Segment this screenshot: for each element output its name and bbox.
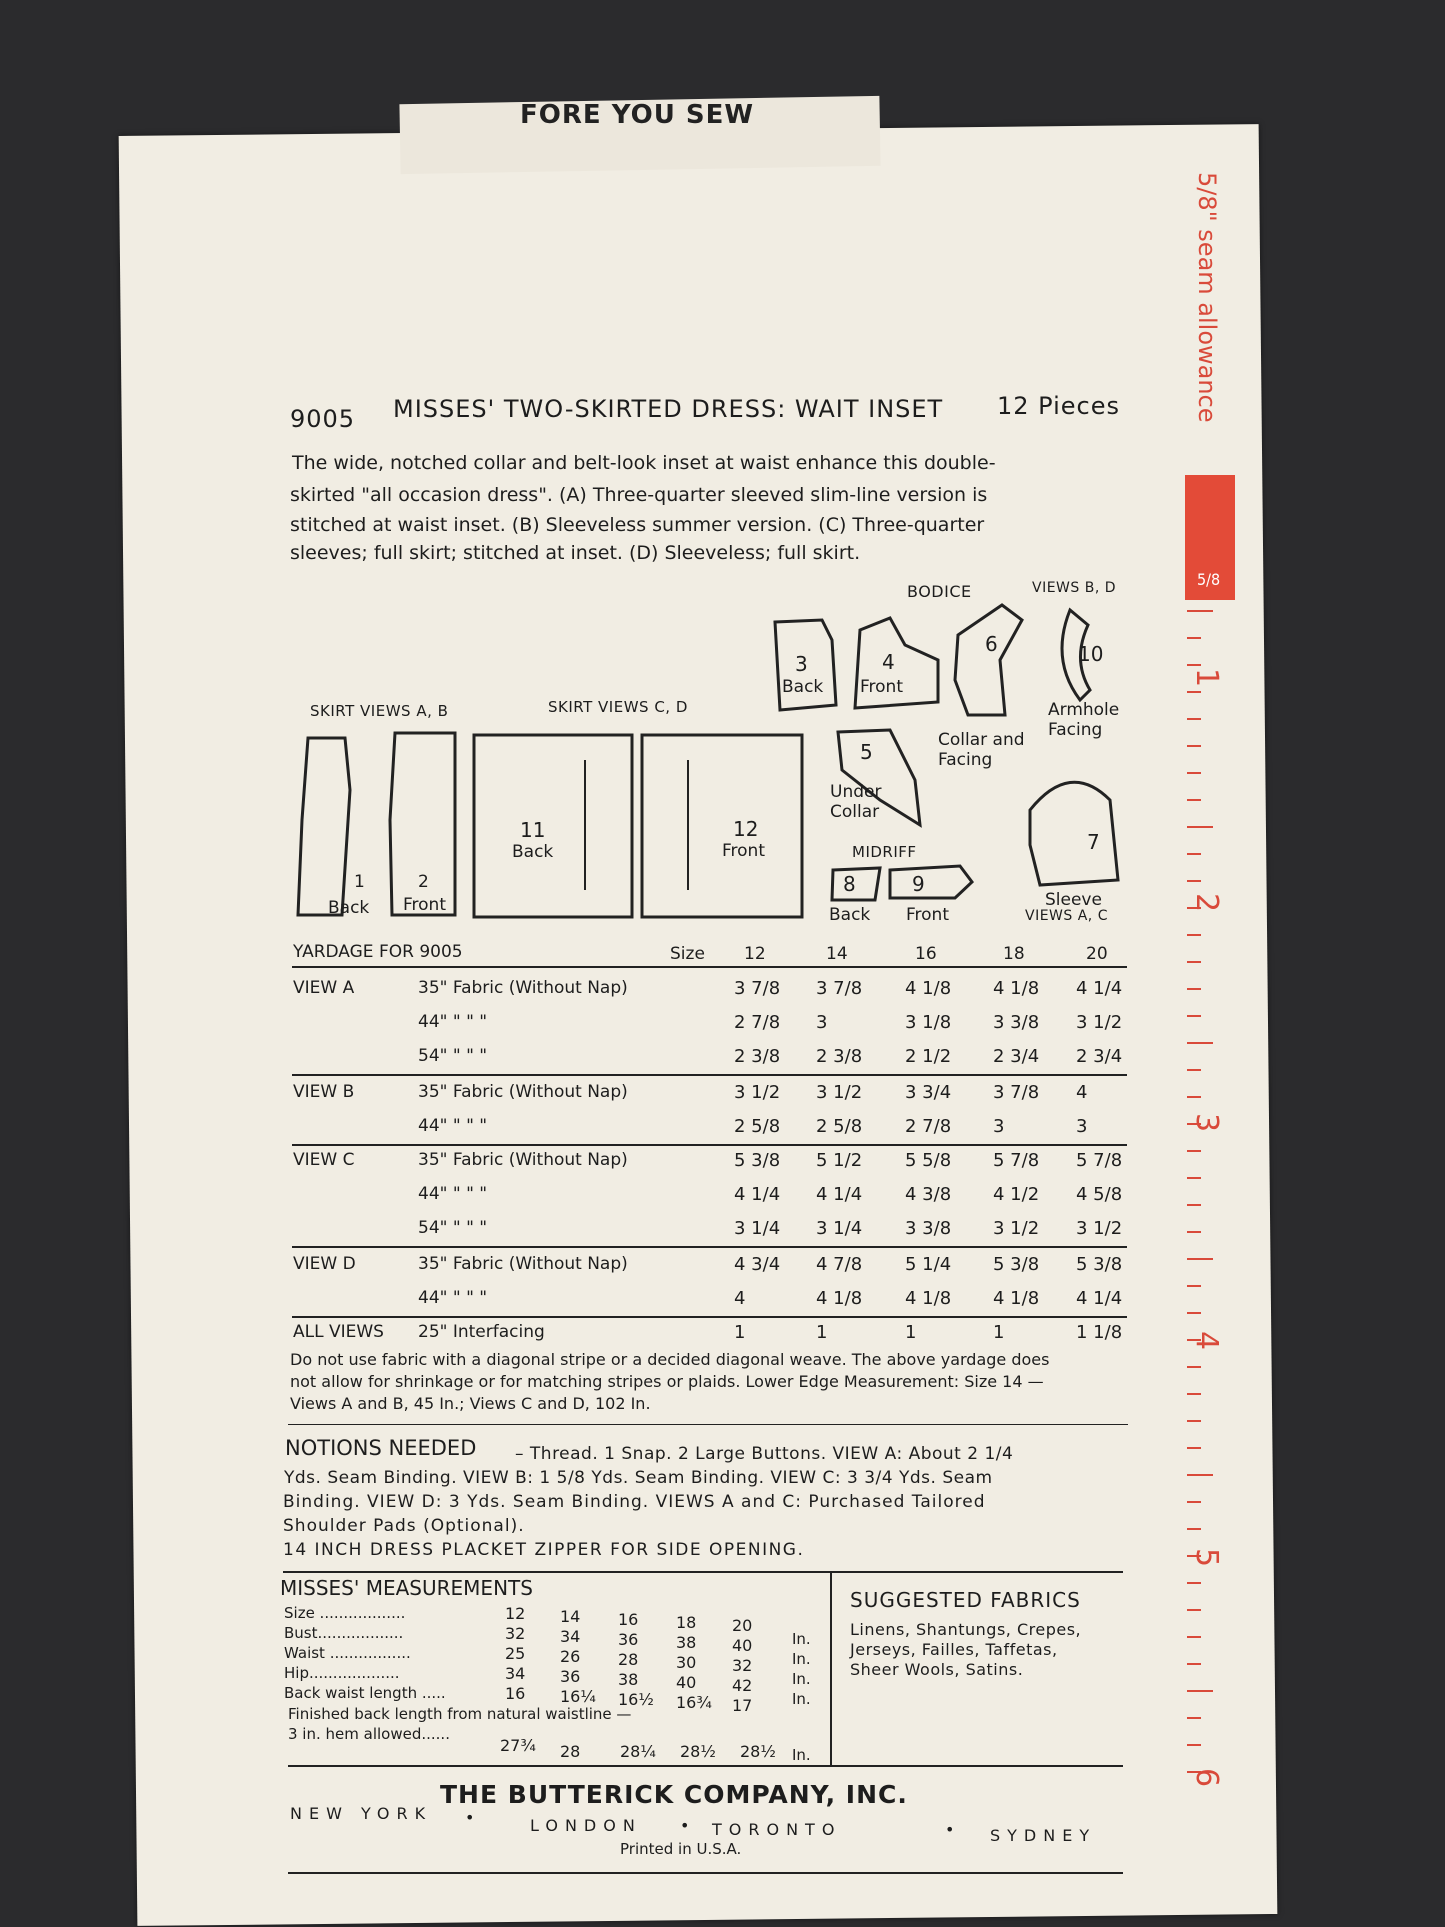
piece-name: Front — [860, 677, 903, 697]
yardage-value: 1 — [734, 1322, 746, 1343]
piece-name: Armhole — [1048, 700, 1120, 720]
finished-length-value: 28 — [560, 1742, 581, 1761]
yardage-value: 3 3/8 — [993, 1012, 1040, 1033]
yardage-value: 1 — [993, 1322, 1005, 1343]
yardage-value: 2 3/8 — [816, 1046, 863, 1067]
size-header: 14 — [826, 944, 848, 964]
piece-name: Back — [829, 905, 871, 925]
yardage-value: 4 1/2 — [993, 1184, 1040, 1205]
piece-11-back — [474, 735, 632, 917]
yardage-value: 2 5/8 — [816, 1116, 863, 1137]
ruler-number: 5 — [1189, 1547, 1225, 1568]
measurement-value: 18 — [676, 1613, 697, 1632]
piece-name: Front — [906, 905, 949, 925]
ruler-number: 2 — [1189, 892, 1225, 913]
divider — [288, 1765, 1123, 1767]
yardage-value: 3 1/2 — [1076, 1012, 1123, 1033]
piece-number: 7 — [1087, 830, 1100, 854]
description-line: stitched at waist inset. (B) Sleeveless summer version. (C) Three-quarter — [290, 514, 985, 536]
finished-length-value: 28½ — [680, 1742, 716, 1761]
yardage-value: 1 — [816, 1322, 828, 1343]
measurement-value: 16¾ — [676, 1693, 712, 1712]
piece-number: 9 — [912, 872, 925, 896]
measurement-value: 34 — [560, 1627, 581, 1646]
yardage-value: 4 — [1076, 1082, 1088, 1103]
yardage-value: 3 — [993, 1116, 1005, 1137]
city: SYDNEY — [990, 1826, 1097, 1845]
ruler-number: 4 — [1189, 1330, 1225, 1351]
size-header: 16 — [915, 944, 937, 964]
yardage-value: 5 1/4 — [905, 1254, 952, 1275]
views-ac-label: VIEWS A, C — [1025, 908, 1108, 924]
unit-label: In. — [792, 1670, 811, 1688]
yardage-value: 4 1/4 — [1076, 1288, 1123, 1309]
piece-name: Sleeve — [1045, 890, 1102, 910]
piece-number: 1 — [354, 872, 365, 892]
measurement-label: Back waist length ..... — [284, 1684, 446, 1702]
yardage-value: 3 1/4 — [734, 1218, 781, 1239]
measurement-value: 36 — [618, 1630, 639, 1649]
yardage-value: 3 1/4 — [816, 1218, 863, 1239]
view-label: VIEW A — [293, 978, 355, 998]
divider — [288, 1424, 1128, 1425]
views-bd-label: VIEWS B, D — [1032, 580, 1117, 596]
midriff-label: MIDRIFF — [852, 843, 917, 861]
divider — [288, 1872, 1123, 1874]
piece-name: Facing — [1048, 720, 1103, 740]
measurement-label: Hip................... — [284, 1664, 400, 1682]
yardage-value: 3 1/2 — [816, 1082, 863, 1103]
yardage-value: 5 7/8 — [993, 1150, 1040, 1171]
piece-number: 4 — [882, 650, 895, 674]
yardage-value: 4 1/8 — [993, 1288, 1040, 1309]
measurement-label: Waist ................. — [284, 1644, 411, 1662]
yardage-value: 2 7/8 — [905, 1116, 952, 1137]
pattern-number: 9005 — [290, 405, 356, 433]
piece-number: 10 — [1078, 642, 1104, 666]
yardage-title: YARDAGE FOR 9005 — [293, 942, 463, 962]
piece-name: Back — [782, 677, 824, 697]
yardage-value: 4 1/8 — [905, 978, 952, 999]
divider — [292, 966, 1127, 968]
unit-label: In. — [792, 1746, 811, 1764]
ruler-number: 6 — [1189, 1767, 1225, 1788]
measurement-value: 28 — [618, 1650, 639, 1669]
measurement-value: 16 — [618, 1610, 639, 1629]
company-name: THE BUTTERICK COMPANY, INC. — [440, 1780, 908, 1809]
size-label: Size — [670, 944, 705, 964]
yardage-value: 3 7/8 — [734, 978, 781, 999]
measurement-value: 12 — [505, 1604, 526, 1623]
yardage-value: 3 1/2 — [734, 1082, 781, 1103]
measurement-value: 14 — [560, 1607, 581, 1626]
yardage-value: 4 1/4 — [1076, 978, 1123, 999]
piece-name: Facing — [938, 750, 993, 770]
fabric-note-line: Do not use fabric with a diagonal stripe or a decided diagonal weave. The above yardage does — [290, 1350, 1050, 1369]
piece-name: Under — [830, 782, 882, 802]
yardage-value: 5 3/8 — [734, 1150, 781, 1171]
skirt-cd-label: SKIRT VIEWS C, D — [548, 698, 688, 716]
piece-number: 2 — [418, 872, 429, 892]
piece-6-collar — [955, 605, 1022, 715]
yardage-value: 2 3/4 — [1076, 1046, 1123, 1067]
piece-1-back — [298, 738, 350, 915]
divider — [292, 1316, 1127, 1318]
yardage-value: 1 — [905, 1322, 917, 1343]
notions-heading: NOTIONS NEEDED — [285, 1436, 477, 1460]
yardage-value: 5 3/8 — [993, 1254, 1040, 1275]
piece-name: Front — [403, 895, 446, 915]
piece-name: Back — [328, 898, 370, 918]
yardage-value: 4 1/4 — [734, 1184, 781, 1205]
view-label: VIEW D — [293, 1254, 356, 1274]
yardage-value: 3 1/2 — [993, 1218, 1040, 1239]
fabric-note-line: Views A and B, 45 In.; Views C and D, 102 In. — [290, 1394, 651, 1413]
city: NEW YORK — [290, 1804, 433, 1823]
yardage-value: 4 1/8 — [816, 1288, 863, 1309]
piece-number: 12 — [733, 817, 759, 841]
yardage-value: 2 3/8 — [734, 1046, 781, 1067]
yardage-value: 4 3/8 — [905, 1184, 952, 1205]
notions-line: Yds. Seam Binding. VIEW B: 1 5/8 Yds. Seam Binding. VIEW C: 3 3/4 Yds. Seam — [284, 1468, 993, 1488]
notions-line: Shoulder Pads (Optional). — [283, 1516, 525, 1536]
measurement-value: 40 — [732, 1636, 753, 1655]
fabric-label: 44" " " " — [418, 1184, 488, 1204]
printed-in: Printed in U.S.A. — [620, 1840, 742, 1858]
yardage-value: 3 7/8 — [993, 1082, 1040, 1103]
divider — [830, 1573, 832, 1765]
measurement-value: 16½ — [618, 1690, 654, 1709]
view-label: VIEW C — [293, 1150, 355, 1170]
ruler-number: 3 — [1189, 1112, 1225, 1133]
size-header: 18 — [1003, 944, 1025, 964]
piece-number: 3 — [795, 652, 808, 676]
yardage-value: 5 7/8 — [1076, 1150, 1123, 1171]
piece-8-midriff-back — [832, 868, 880, 900]
fabric-label: 35" Fabric (Without Nap) — [418, 1150, 628, 1170]
measurement-value: 26 — [560, 1647, 581, 1666]
divider — [292, 1144, 1127, 1146]
piece-12-front — [642, 735, 802, 917]
yardage-value: 2 3/4 — [993, 1046, 1040, 1067]
fabric-label: 35" Fabric (Without Nap) — [418, 1254, 628, 1274]
piece-count: 12 Pieces — [997, 392, 1121, 420]
piece-number: 8 — [843, 872, 856, 896]
ruler-fraction: 5/8 — [1197, 570, 1221, 589]
notions-line: Binding. VIEW D: 3 Yds. Seam Binding. VIEWS A and C: Purchased Tailored — [283, 1492, 986, 1512]
fabric-note-line: not allow for shrinkage or for matching stripes or plaids. Lower Edge Measurement: Size 14 — — [290, 1372, 1044, 1391]
measurement-value: 34 — [505, 1664, 526, 1683]
description-line: sleeves; full skirt; stitched at inset. (D) Sleeveless; full skirt. — [290, 542, 861, 564]
suggested-line: Sheer Wools, Satins. — [850, 1660, 1024, 1679]
measurement-value: 36 — [560, 1667, 581, 1686]
seam-allowance-label: 5/8" seam allowance — [1193, 172, 1221, 423]
notions-line: – Thread. 1 Snap. 2 Large Buttons. VIEW A: About 2 1/4 — [515, 1444, 1014, 1464]
yardage-value: 2 1/2 — [905, 1046, 952, 1067]
divider — [283, 1571, 1123, 1573]
yardage-value: 5 1/2 — [816, 1150, 863, 1171]
measurement-value: 38 — [676, 1633, 697, 1652]
yardage-value: 3 — [816, 1012, 828, 1033]
yardage-value: 1 1/8 — [1076, 1322, 1123, 1343]
size-header: 20 — [1086, 944, 1108, 964]
fabric-label: 44" " " " — [418, 1288, 488, 1308]
finished-length-value: 27¾ — [500, 1736, 536, 1755]
yardage-value: 4 — [734, 1288, 746, 1309]
size-header: 12 — [744, 944, 766, 964]
unit-label: In. — [792, 1630, 811, 1648]
measurement-value: 20 — [732, 1616, 753, 1635]
finished-length-label: Finished back length from natural waistline — — [288, 1705, 632, 1723]
fabric-label: 35" Fabric (Without Nap) — [418, 1082, 628, 1102]
divider — [292, 1074, 1127, 1076]
finished-length-label: 3 in. hem allowed...... — [288, 1725, 450, 1743]
piece-number: 11 — [520, 818, 546, 842]
piece-name: Collar — [830, 802, 880, 822]
yardage-value: 3 3/8 — [905, 1218, 952, 1239]
zipper-note: 14 INCH DRESS PLACKET ZIPPER FOR SIDE OPENING. — [283, 1540, 805, 1560]
measurement-value: 30 — [676, 1653, 697, 1672]
measurement-label: Bust.................. — [284, 1624, 404, 1642]
yardage-value: 3 7/8 — [816, 978, 863, 999]
suggested-line: Linens, Shantungs, Crepes, — [850, 1620, 1082, 1639]
fabric-label: 44" " " " — [418, 1116, 488, 1136]
yardage-value: 4 1/4 — [816, 1184, 863, 1205]
yardage-value: 2 7/8 — [734, 1012, 781, 1033]
piece-7-sleeve — [1030, 782, 1118, 885]
piece-name: Collar and — [938, 730, 1025, 750]
measurement-value: 38 — [618, 1670, 639, 1689]
measurement-value: 25 — [505, 1644, 526, 1663]
yardage-value: 3 3/4 — [905, 1082, 952, 1103]
view-label: VIEW B — [293, 1082, 355, 1102]
measurement-value: 42 — [732, 1676, 753, 1695]
fabric-label: 25" Interfacing — [418, 1322, 545, 1342]
measurement-value: 40 — [676, 1673, 697, 1692]
fabric-label: 54" " " " — [418, 1046, 488, 1066]
description-line: skirted "all occasion dress". (A) Three-quarter sleeved slim-line version is — [290, 484, 988, 506]
yardage-value: 3 1/2 — [1076, 1218, 1123, 1239]
page-title: MISSES' TWO-SKIRTED DRESS: WAIT INSET — [393, 395, 944, 423]
yardage-value: 4 5/8 — [1076, 1184, 1123, 1205]
fabric-label: 35" Fabric (Without Nap) — [418, 978, 628, 998]
measurement-value: 17 — [732, 1696, 753, 1715]
view-label: ALL VIEWS — [293, 1322, 384, 1342]
piece-name: Back — [512, 842, 554, 862]
measurement-value: 32 — [732, 1656, 753, 1675]
city: TORONTO — [712, 1820, 842, 1839]
unit-label: In. — [792, 1650, 811, 1668]
yardage-value: 5 3/8 — [1076, 1254, 1123, 1275]
piece-number: 5 — [860, 740, 873, 764]
yardage-value: 4 7/8 — [816, 1254, 863, 1275]
finished-length-value: 28½ — [740, 1742, 776, 1761]
unit-label: In. — [792, 1690, 811, 1708]
suggested-line: Jerseys, Failles, Taffetas, — [850, 1640, 1058, 1659]
piece-9-midriff-front — [890, 866, 972, 898]
measurement-value: 16 — [505, 1684, 526, 1703]
yardage-value: 4 1/8 — [993, 978, 1040, 999]
skirt-ab-label: SKIRT VIEWS A, B — [310, 702, 449, 720]
measurement-label: Size .................. — [284, 1604, 406, 1622]
bodice-label: BODICE — [907, 582, 972, 601]
yardage-value: 4 1/8 — [905, 1288, 952, 1309]
fabric-label: 54" " " " — [418, 1218, 488, 1238]
measurement-value: 16¼ — [560, 1687, 596, 1706]
yardage-value: 5 5/8 — [905, 1150, 952, 1171]
yardage-value: 3 — [1076, 1116, 1088, 1137]
measurements-heading: MISSES' MEASUREMENTS — [280, 1576, 533, 1600]
measurement-value: 32 — [505, 1624, 526, 1643]
yardage-value: 2 5/8 — [734, 1116, 781, 1137]
yardage-value: 4 3/4 — [734, 1254, 781, 1275]
divider — [292, 1246, 1127, 1248]
fabric-label: 44" " " " — [418, 1012, 488, 1032]
piece-number: 6 — [985, 632, 998, 656]
flap-text: FORE YOU SEW — [520, 100, 755, 130]
finished-length-value: 28¼ — [620, 1742, 656, 1761]
description-line: The wide, notched collar and belt-look inset at waist enhance this double- — [292, 452, 996, 474]
ruler-number: 1 — [1189, 667, 1225, 688]
city: LONDON — [530, 1816, 642, 1835]
piece-name: Front — [722, 841, 765, 861]
suggested-heading: SUGGESTED FABRICS — [850, 1588, 1081, 1612]
yardage-value: 3 1/8 — [905, 1012, 952, 1033]
